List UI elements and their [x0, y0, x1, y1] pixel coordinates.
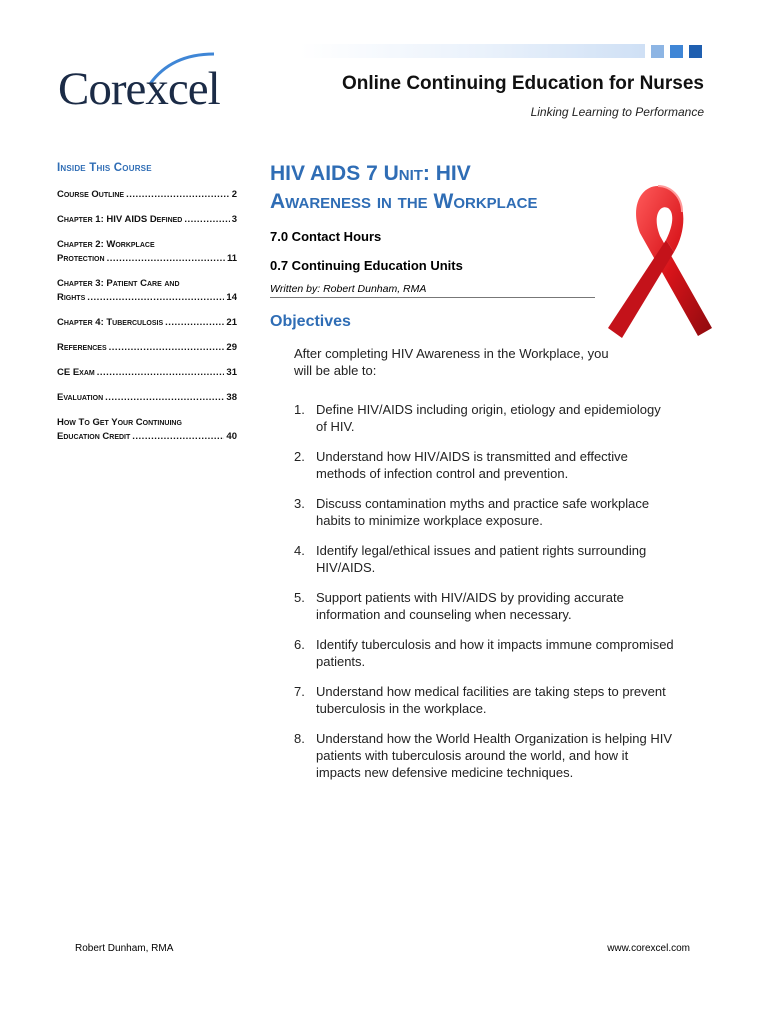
toc-entry-label: Course Outline: [57, 189, 125, 200]
toc-entry-label: Chapter 4: Tuberculosis: [57, 317, 164, 328]
toc-entry-label: Chapter 1: HIV AIDS Defined: [57, 214, 183, 225]
objective-text: Discuss contamination myths and practice safe workplace habits to minimize workplace exposure.: [316, 496, 650, 528]
course-title-line1: HIV AIDS 7 Unit: HIV: [270, 162, 471, 185]
toc-entry[interactable]: [57, 391, 237, 405]
toc-leader-dots: [107, 252, 225, 266]
ceu-units: 0.7 Continuing Education Units: [270, 258, 463, 273]
toc-page-number: 29: [226, 342, 237, 353]
accent-square-2: [670, 45, 683, 58]
objective-text: Support patients with HIV/AIDS by providing accurate information and counseling when necessary.: [316, 590, 624, 622]
objective-number: 6.: [294, 637, 305, 652]
header-gradient-bar: [300, 44, 645, 58]
accent-square-3: [689, 45, 702, 58]
contact-hours: 7.0 Contact Hours: [270, 229, 382, 244]
course-title: [270, 160, 610, 216]
toc-leader-dots: [87, 291, 224, 305]
toc-entry[interactable]: [57, 416, 237, 444]
toc-entry-label: References: [57, 342, 107, 353]
toc-leader-dots: [97, 366, 225, 380]
toc-page-number: 21: [226, 317, 237, 328]
toc-entry-label-cont: Rights: [57, 292, 86, 303]
toc-page-number: 38: [226, 392, 237, 403]
objective-number: 7.: [294, 684, 305, 699]
toc-entry[interactable]: [57, 238, 237, 266]
toc-entry-label-cont: Protection: [57, 253, 105, 264]
toc-entry[interactable]: [57, 188, 237, 202]
footer-author: Robert Dunham, RMA: [75, 943, 174, 954]
toc-entry[interactable]: [57, 277, 237, 305]
toc-page-number: 31: [226, 367, 237, 378]
objective-item: [294, 401, 674, 435]
toc-page-number: 11: [226, 253, 237, 264]
objective-text: Understand how HIV/AIDS is transmitted and effective methods of infection control and prevention.: [316, 449, 628, 481]
objective-number: 5.: [294, 590, 305, 605]
footer-website: www.corexcel.com: [607, 943, 690, 954]
course-title-line2: Awareness in the Workplace: [270, 190, 538, 213]
toc-entry-label: How To Get Your Continuing: [57, 417, 182, 428]
toc-entry[interactable]: [57, 213, 237, 227]
table-of-contents: [57, 162, 237, 455]
toc-page-number: 14: [226, 292, 237, 303]
author-line: Written by: Robert Dunham, RMA: [270, 283, 595, 298]
toc-leader-dots: [184, 213, 229, 227]
objective-item: [294, 683, 674, 717]
toc-leader-dots: [109, 341, 225, 355]
toc-entry[interactable]: [57, 366, 237, 380]
toc-page-number: 40: [226, 431, 237, 442]
objective-number: 1.: [294, 402, 305, 417]
objective-item: [294, 495, 674, 529]
objective-item: [294, 589, 674, 623]
objective-text: Understand how the World Health Organization is helping HIV patients with tuberculosis around the world, and how it impacts new defensive medicine techniques.: [316, 731, 673, 780]
objective-item: [294, 448, 674, 482]
toc-list: [57, 188, 237, 444]
objective-text: Define HIV/AIDS including origin, etiology and epidemiology of HIV.: [316, 402, 661, 434]
objective-number: 8.: [294, 731, 305, 746]
objective-number: 3.: [294, 496, 305, 511]
objectives-list: [294, 401, 674, 794]
accent-square-1: [651, 45, 664, 58]
awareness-ribbon-icon: [600, 178, 715, 343]
toc-entry-label: Evaluation: [57, 392, 104, 403]
toc-leader-dots: [126, 188, 230, 202]
objective-number: 4.: [294, 543, 305, 558]
toc-entry[interactable]: [57, 341, 237, 355]
toc-entry-label-cont: Education Credit: [57, 431, 131, 442]
objective-item: [294, 730, 674, 781]
toc-page-number: 3: [231, 214, 237, 225]
corexcel-logo: Corexcel: [58, 63, 220, 115]
objectives-intro: After completing HIV Awareness in the Workplace, you will be able to:: [294, 346, 609, 378]
objective-item: [294, 542, 674, 576]
header-title: Online Continuing Education for Nurses: [341, 73, 704, 94]
objective-text: Understand how medical facilities are taking steps to prevent tuberculosis in the workplace.: [316, 684, 666, 716]
toc-entry-label: Chapter 3: Patient Care and: [57, 278, 180, 289]
objective-text: Identify legal/ethical issues and patient rights surrounding HIV/AIDS.: [316, 543, 647, 575]
objective-number: 2.: [294, 449, 305, 464]
toc-entry[interactable]: [57, 316, 237, 330]
toc-leader-dots: [132, 430, 224, 444]
toc-leader-dots: [105, 391, 224, 405]
toc-leader-dots: [165, 316, 224, 330]
objective-text: Identify tuberculosis and how it impacts immune compromised patients.: [316, 637, 674, 669]
toc-entry-label: CE Exam: [57, 367, 95, 378]
objective-item: [294, 636, 674, 670]
header-tagline: Linking Learning to Performance: [530, 105, 704, 119]
toc-title: Inside This Course: [57, 162, 152, 174]
toc-entry-label: Chapter 2: Workplace: [57, 239, 155, 250]
toc-page-number: 2: [231, 189, 237, 200]
objectives-heading: Objectives: [270, 313, 351, 330]
